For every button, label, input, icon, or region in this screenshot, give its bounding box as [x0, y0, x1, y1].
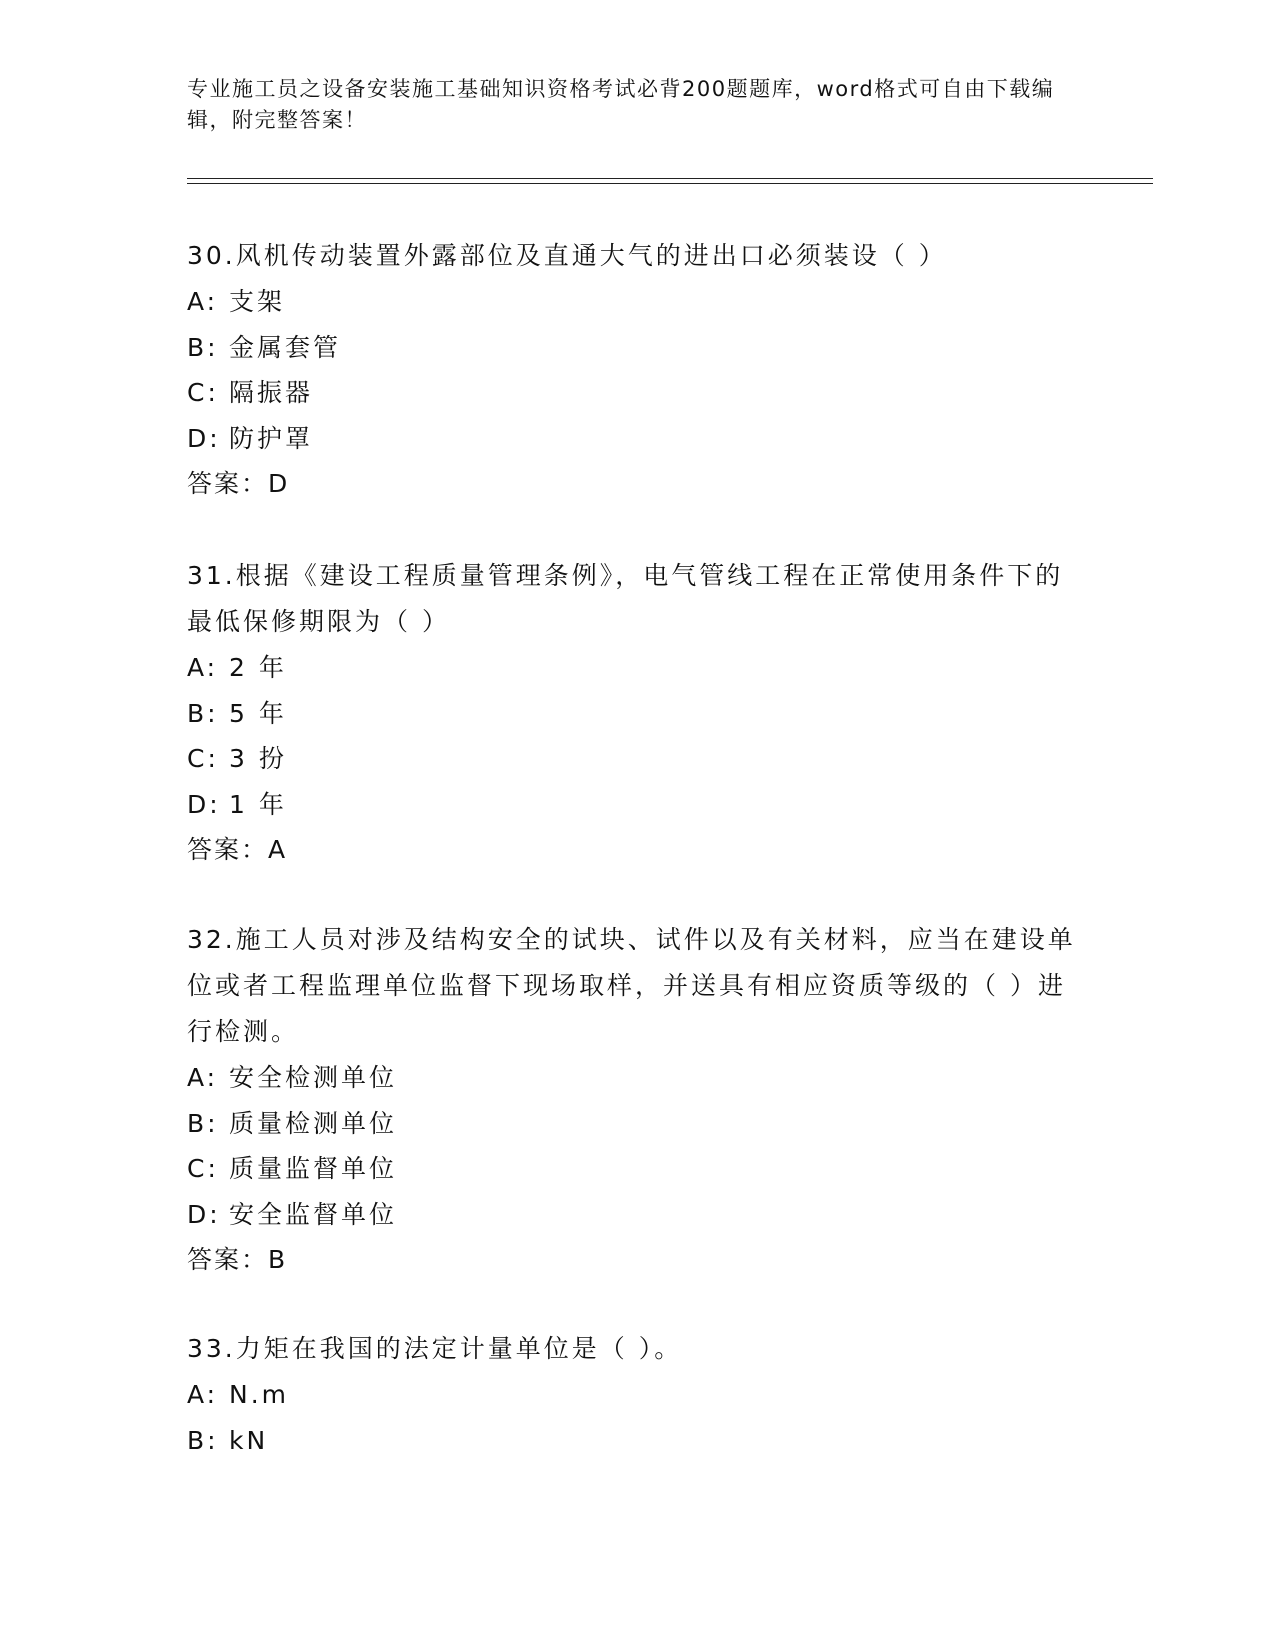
option-b [187, 1418, 1087, 1464]
option-letter: C: [187, 744, 219, 773]
option-letter: A: [187, 287, 219, 316]
header-divider-bottom [187, 183, 1153, 184]
option-letter: A: [187, 653, 219, 682]
option-text: kN [229, 1425, 269, 1455]
header-title: 专业施工员之设备安装施工基础知识资格考试必背200题题库，word格式可自由下载编辑，附完整答案！ [187, 77, 1055, 132]
option-letter: B: [187, 332, 219, 362]
option-c [187, 736, 1087, 782]
question-text: 31.根据《建设工程质量管理条例》，电气管线工程在正常使用条件下的最低保修期限为（ ） [187, 561, 1064, 636]
option-text: 3 扮 [229, 744, 287, 773]
option-c [187, 1146, 1087, 1192]
question-text: 32.施工人员对涉及结构安全的试块、试件以及有关材料，应当在建设单位或者工程监理单位监督下现场取样，并送具有相应资质等级的（ ）进行检测。 [187, 925, 1076, 1046]
question-text: 33.力矩在我国的法定计量单位是（ ）。 [187, 1334, 683, 1363]
option-letter: C: [187, 1154, 219, 1183]
question-text: 30.风机传动装置外露部位及直通大气的进出口必须装设（ ） [187, 241, 947, 270]
answer-label: 答案：B [187, 1245, 288, 1274]
option-letter: B: [187, 1108, 219, 1138]
option-text: 隔振器 [229, 378, 314, 407]
answer-label: 答案：A [187, 835, 288, 864]
option-text: 防护罩 [229, 423, 314, 453]
option-letter: A: [187, 1380, 219, 1409]
option-text: 安全检测单位 [229, 1063, 398, 1092]
option-c [187, 370, 1087, 416]
option-text: 安全监督单位 [229, 1199, 398, 1229]
option-d [187, 782, 1087, 828]
option-a [187, 645, 1087, 691]
answer-label: 答案：D [187, 469, 290, 498]
option-a [187, 1372, 1087, 1418]
option-text: 1 年 [229, 789, 287, 819]
option-text: N.m [229, 1380, 290, 1409]
question-32 [187, 917, 1087, 1283]
option-d [187, 416, 1087, 462]
option-text: 质量检测单位 [229, 1108, 398, 1138]
option-a [187, 279, 1087, 325]
option-letter: B: [187, 1425, 219, 1455]
document-header [187, 74, 1087, 136]
header-divider-top [187, 178, 1153, 179]
option-text: 2 年 [229, 653, 287, 682]
question-33 [187, 1326, 1087, 1463]
option-text: 支架 [229, 287, 286, 316]
option-b [187, 691, 1087, 737]
question-30 [187, 233, 1087, 507]
option-a [187, 1055, 1087, 1101]
option-letter: C: [187, 378, 219, 407]
option-b [187, 1101, 1087, 1147]
option-letter: D: [187, 1199, 221, 1229]
option-letter: B: [187, 698, 219, 728]
option-d [187, 1192, 1087, 1238]
question-31 [187, 553, 1087, 873]
option-letter: D: [187, 789, 221, 819]
option-text: 质量监督单位 [229, 1154, 398, 1183]
option-text: 5 年 [229, 698, 287, 728]
option-letter: D: [187, 423, 221, 453]
option-text: 金属套管 [229, 332, 342, 362]
option-letter: A: [187, 1063, 219, 1092]
option-b [187, 325, 1087, 371]
